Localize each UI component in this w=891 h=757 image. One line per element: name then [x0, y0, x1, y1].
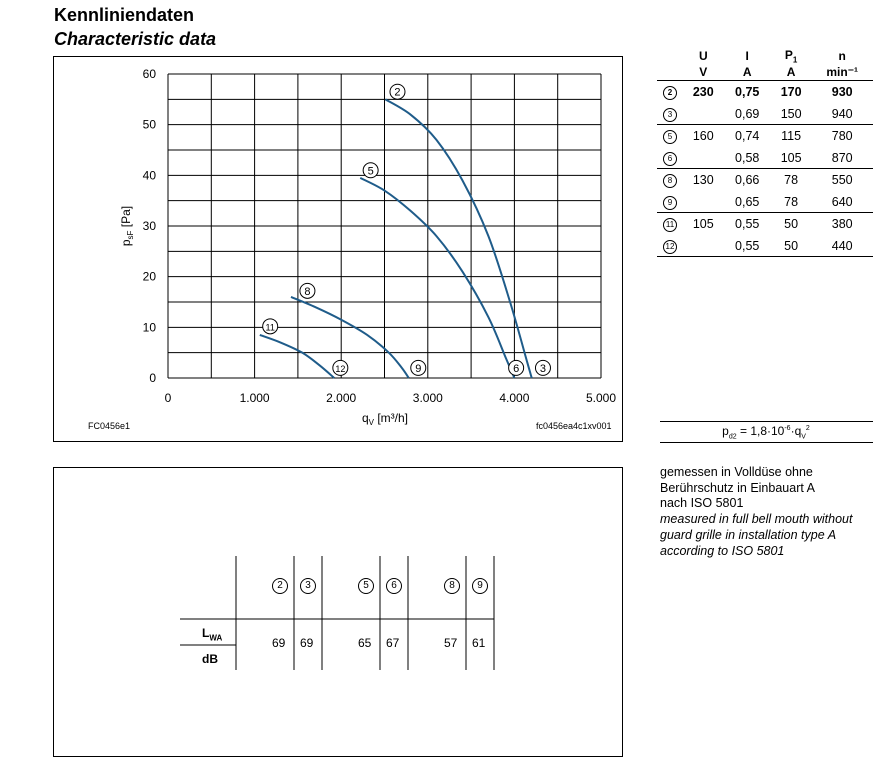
- noise-col-value: 57: [444, 636, 458, 650]
- curve-label-2: 2: [394, 86, 401, 99]
- row-p: 150: [780, 106, 802, 121]
- noise-col-value: 65: [358, 636, 372, 650]
- note-en-1: measured in full bell mouth without: [660, 512, 853, 527]
- noise-col-id: 3: [300, 578, 316, 594]
- row-i: 0,55: [735, 217, 760, 232]
- row-n: 870: [831, 150, 853, 165]
- chart-code-left: FC0456e1: [88, 421, 131, 431]
- y-tick-label: 50: [142, 117, 156, 132]
- y-axis-label: $p_{sF}$ [Pa]: [119, 205, 135, 247]
- noise-col-value: 69: [300, 636, 314, 650]
- row-n: 930: [831, 85, 853, 100]
- curve-label-12: 12: [335, 363, 346, 374]
- row-n: 780: [831, 129, 853, 144]
- curve-label-8: 8: [304, 285, 311, 298]
- db-label: dB: [202, 652, 218, 666]
- noise-col-value: 61: [472, 636, 486, 650]
- row-i: 0,75: [735, 85, 760, 100]
- noise-col-id: 6: [386, 578, 402, 594]
- row-n: 940: [831, 106, 853, 121]
- row-i: 0,66: [735, 173, 760, 188]
- header-n: n: [838, 49, 846, 64]
- row-p: 50: [784, 238, 799, 253]
- note-en-2: guard grille in installation type A: [660, 527, 837, 542]
- row-p: 105: [780, 150, 802, 165]
- row-u: 130: [692, 173, 714, 188]
- row-p: 78: [784, 194, 799, 209]
- row-u: 160: [692, 129, 714, 144]
- note-de-1: gemessen in Volldüse ohne: [660, 465, 813, 479]
- row-id-circle: 6: [663, 152, 677, 166]
- row-p: 115: [781, 129, 802, 144]
- lwa-label: $L_{WA}$: [202, 626, 223, 643]
- row-p: 50: [784, 217, 799, 232]
- row-p: 78: [784, 173, 799, 188]
- row-id-circle: 12: [663, 240, 677, 254]
- y-tick-label: 40: [142, 168, 156, 183]
- unit-n: min⁻¹: [826, 65, 859, 80]
- row-id-circle: 8: [663, 174, 677, 188]
- x-axis-label: $q_V$ [m³/h]: [361, 411, 409, 427]
- x-tick-label: 2.000: [326, 391, 357, 405]
- x-tick-label: 1.000: [239, 391, 270, 405]
- curve-label-5: 5: [367, 165, 374, 178]
- note-en-3: according to ISO 5801: [660, 543, 785, 558]
- curve-label-3: 3: [539, 362, 547, 375]
- unit-p: A: [786, 65, 796, 80]
- row-n: 380: [831, 217, 853, 232]
- row-i: 0,58: [735, 150, 760, 165]
- note-de-3: nach ISO 5801: [660, 496, 744, 511]
- noise-col-id: 8: [444, 578, 460, 594]
- row-i: 0,55: [735, 238, 760, 253]
- curve-label-11: 11: [265, 322, 275, 333]
- row-i: 0,74: [735, 129, 760, 144]
- unit-i: A: [742, 65, 752, 80]
- noise-col-id: 9: [472, 578, 488, 594]
- row-id-circle: 11: [663, 218, 677, 232]
- y-tick-label: 60: [142, 67, 156, 81]
- x-tick-label: 5.000: [585, 391, 617, 405]
- row-u: 230: [692, 85, 714, 100]
- y-tick-label: 0: [149, 371, 156, 385]
- curve-label-6: 6: [513, 362, 520, 375]
- row-id-circle: 5: [663, 130, 677, 144]
- x-tick-label: 0: [164, 391, 172, 405]
- row-id-circle: 9: [663, 196, 677, 210]
- row-n: 640: [831, 194, 853, 209]
- row-p: 170: [780, 85, 802, 100]
- header-p: $P_1$: [784, 48, 798, 65]
- noise-col-value: 69: [272, 636, 286, 650]
- x-tick-label: 3.000: [412, 391, 443, 405]
- unit-u: V: [699, 65, 708, 80]
- curve-label-9: 9: [415, 362, 422, 375]
- row-n: 550: [831, 173, 853, 188]
- y-tick-label: 10: [142, 320, 156, 335]
- noise-col-value: 67: [386, 636, 400, 650]
- row-n: 440: [831, 238, 853, 253]
- note-de-2: Berührschutz in Einbauart A: [660, 480, 815, 495]
- formula: $p_{d2} = 1,8\cdot 10^{-6}\cdot q_V^2$: [722, 424, 810, 441]
- row-i: 0,65: [735, 194, 760, 209]
- row-i: 0,69: [735, 106, 760, 121]
- y-tick-label: 30: [142, 219, 156, 233]
- noise-col-id: 2: [272, 578, 288, 594]
- title-english: Characteristic data: [54, 29, 217, 49]
- header-i: I: [745, 49, 749, 64]
- chart-code-right: fc0456ea4c1xv001: [536, 421, 612, 431]
- noise-col-id: 5: [358, 578, 374, 594]
- row-id-circle: 2: [663, 86, 677, 100]
- y-tick-label: 20: [142, 269, 156, 284]
- x-tick-label: 4.000: [499, 391, 530, 405]
- row-id-circle: 3: [663, 108, 677, 122]
- row-u: 105: [692, 217, 714, 232]
- title-german: Kennliniendaten: [54, 5, 195, 25]
- header-u: U: [698, 49, 708, 64]
